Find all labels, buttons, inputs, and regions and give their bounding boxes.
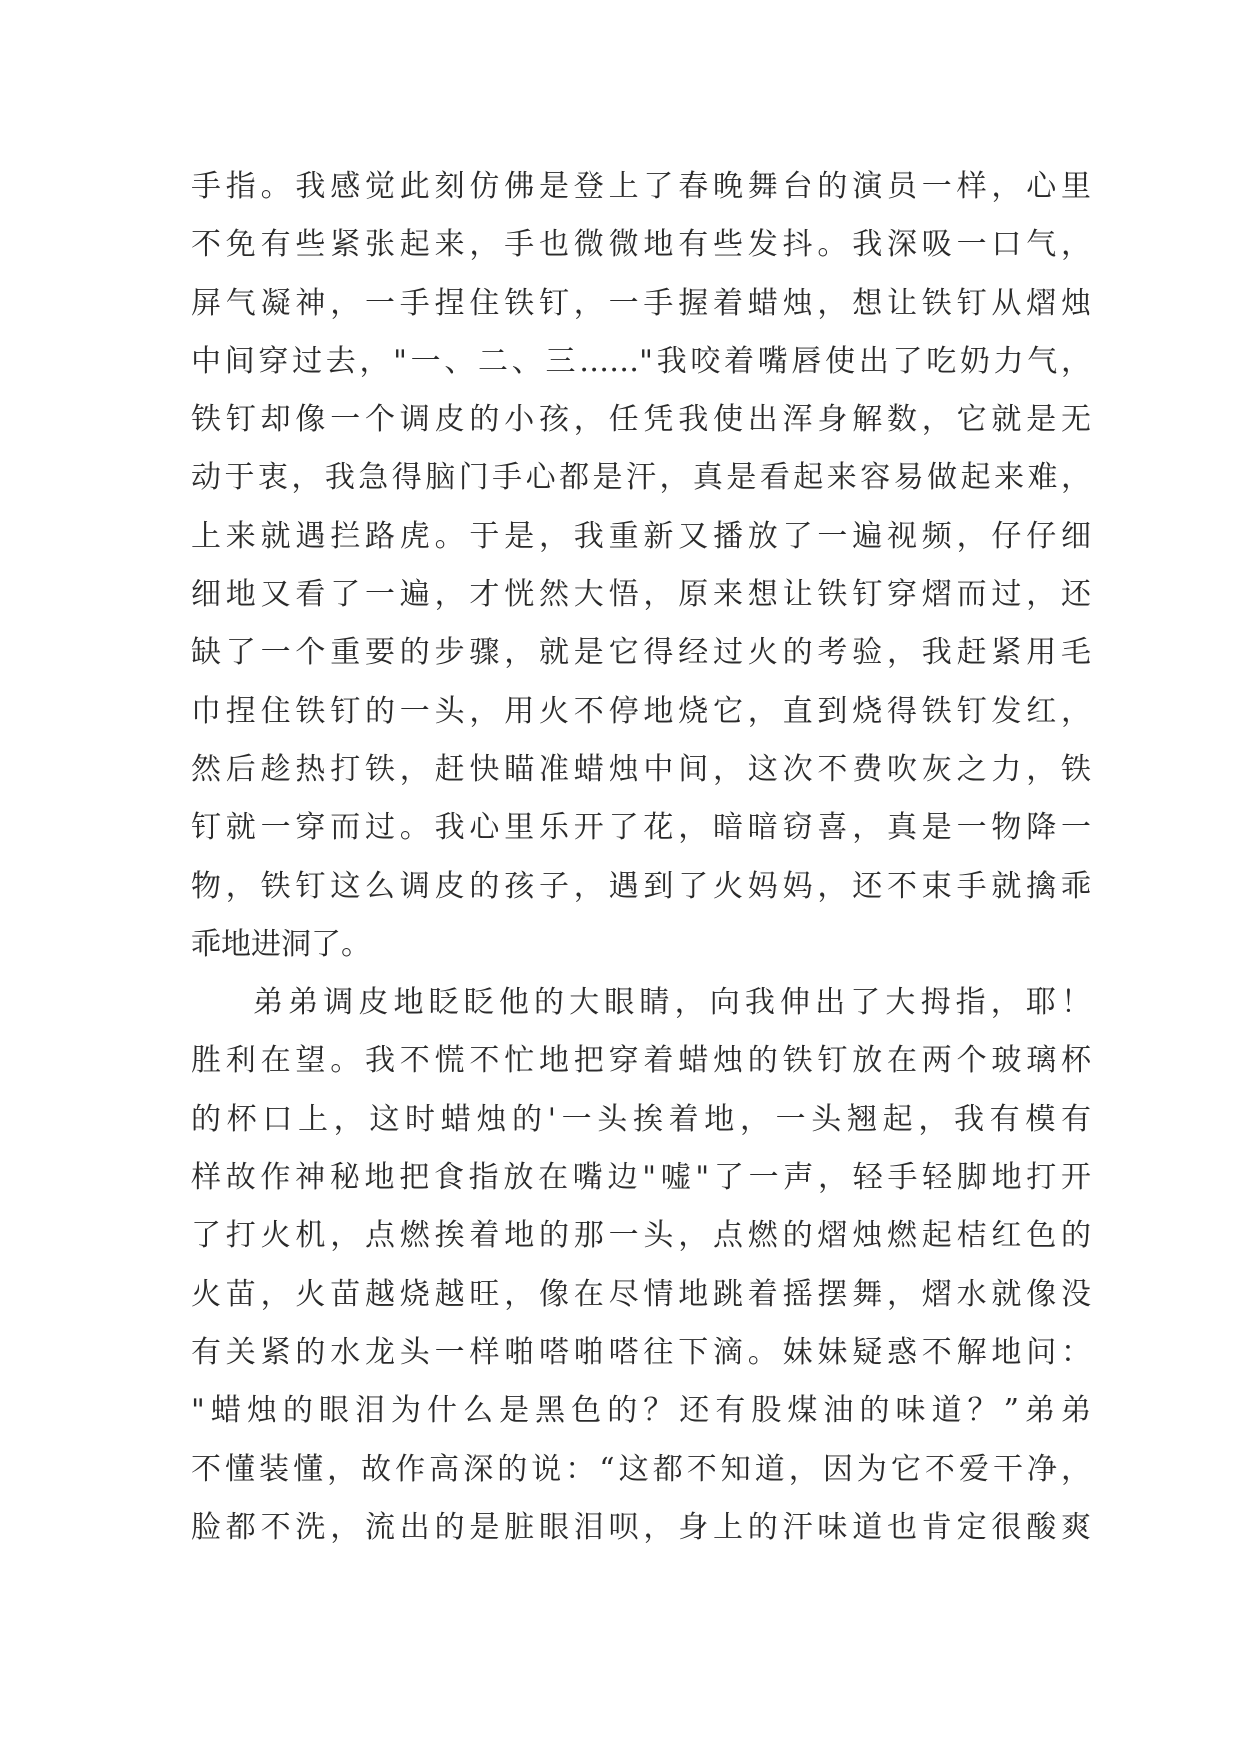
text-line: 钉就一穿而过。我心里乐开了花，暗暗窃喜，真是一物降一 [191, 810, 1091, 846]
paragraph-2 [191, 974, 1091, 1557]
text-line: 的杯口上，这时蜡烛的'一头挨着地，一头翘起，我有模有 [191, 1101, 1091, 1137]
text-line: 胜利在望。我不慌不忙地把穿着蜡烛的铁钉放在两个玻璃杯 [191, 1043, 1091, 1079]
text-line: 物，铁钉这么调皮的孩子，遇到了火妈妈，还不束手就擒乖 [191, 868, 1091, 904]
text-line: 有关紧的水龙头一样啪嗒啪嗒往下滴。妹妹疑惑不解地问： [191, 1334, 1091, 1370]
text-line: 细地又看了一遍，才恍然大悟，原来想让铁钉穿熠而过，还 [191, 577, 1091, 613]
text-line: 不免有些紧张起来，手也微微地有些发抖。我深吸一口气， [191, 227, 1091, 263]
text-line: 了打火机，点燃挨着地的那一头，点燃的熠烛燃起桔红色的 [191, 1218, 1091, 1254]
text-line: 不懂装懂，故作高深的说：“这都不知道，因为它不爱干净， [191, 1451, 1091, 1487]
text-line: 乖地进洞了。 [191, 926, 371, 962]
text-line: 巾捏住铁钉的一头，用火不停地烧它，直到烧得铁钉发红， [191, 693, 1091, 729]
paragraph-1 [191, 158, 1091, 974]
text-line: 手指。我感觉此刻仿佛是登上了春晚舞台的演员一样，心里 [191, 169, 1091, 204]
text-line: 弟弟调皮地眨眨他的大眼睛，向我伸出了大拇指，耶！ [253, 985, 1091, 1021]
text-line: 中间穿过去，"一、二、三……"我咬着嘴唇使出了吃奶力气， [191, 343, 1091, 379]
text-line: 屏气凝神，一手捏住铁钉，一手握着蜡烛，想让铁钉从熠烛 [191, 285, 1091, 321]
text-line: 然后趁热打铁，赶快瞄准蜡烛中间，这次不费吹灰之力，铁 [191, 751, 1091, 787]
text-line: 缺了一个重要的步骤，就是它得经过火的考验，我赶紧用毛 [191, 635, 1091, 671]
text-line: "蜡烛的眼泪为什么是黑色的？还有股煤油的味道？”弟弟 [191, 1393, 1091, 1429]
body-text [191, 158, 1091, 1557]
text-line: 脸都不洗，流出的是脏眼泪呗，身上的汗味道也肯定很酸爽 [191, 1509, 1091, 1545]
text-line: 铁钉却像一个调皮的小孩，任凭我使出浑身解数，它就是无 [191, 402, 1091, 438]
text-line: 样故作神秘地把食指放在嘴边"嘘"了一声，轻手轻脚地打开 [191, 1160, 1091, 1196]
text-line: 动于衷，我急得脑门手心都是汗，真是看起来容易做起来难， [191, 460, 1091, 496]
text-line: 火苗，火苗越烧越旺，像在尽情地跳着摇摆舞，熠水就像没 [191, 1276, 1091, 1312]
text-line: 上来就遇拦路虎。于是，我重新又播放了一遍视频，仔仔细 [191, 518, 1091, 554]
